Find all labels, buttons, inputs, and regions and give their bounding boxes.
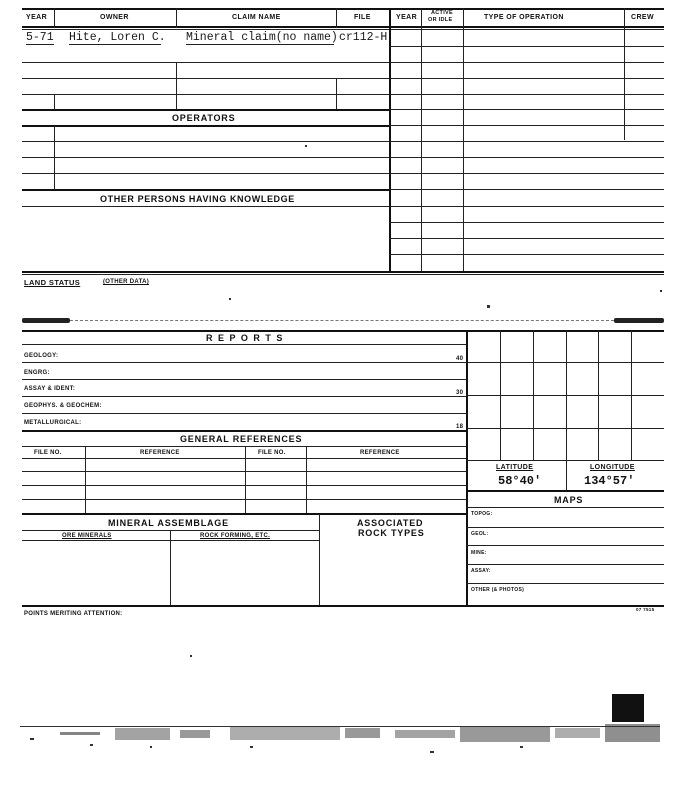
ref-header-reference-1: REFERENCE bbox=[140, 450, 180, 456]
mineral-assemblage-title: MINERAL ASSEMBLAGE bbox=[108, 518, 229, 528]
reports-title: R E P O R T S bbox=[206, 333, 284, 343]
associated-label-1: ASSOCIATED bbox=[357, 518, 424, 528]
ore-minerals-label: ORE MINERALS bbox=[62, 533, 112, 539]
associated-label-2: ROCK TYPES bbox=[358, 528, 425, 538]
header-claim-name: CLAIM NAME bbox=[232, 14, 281, 21]
speck bbox=[487, 305, 490, 308]
maps-mine: MINE: bbox=[471, 550, 487, 556]
report-geology-code: 40 bbox=[456, 356, 464, 362]
header-type-of-operation: TYPE OF OPERATION bbox=[484, 14, 564, 21]
rock-forming-label: ROCK FORMING, ETC. bbox=[200, 533, 271, 539]
entry-claim-name: Mineral claim(no name) bbox=[186, 31, 338, 44]
report-metallurgical-code: 18 bbox=[456, 424, 464, 430]
ref-header-reference-2: REFERENCE bbox=[360, 450, 400, 456]
entry-owner: Hite, Loren C. bbox=[69, 31, 166, 44]
header-year-2: YEAR bbox=[396, 14, 418, 21]
maps-assay: ASSAY: bbox=[471, 568, 491, 574]
report-geology-label: GEOLOGY: bbox=[24, 353, 59, 359]
header-crew: CREW bbox=[631, 14, 654, 21]
entry-year: 5-71 bbox=[26, 31, 54, 44]
header-active: ACTIVE bbox=[431, 10, 453, 16]
longitude-value: 134°57' bbox=[584, 474, 635, 488]
maps-topog: TOPOG: bbox=[471, 511, 493, 517]
header-or-idle: OR IDLE bbox=[428, 17, 453, 23]
latitude-label: LATITUDE bbox=[496, 464, 534, 471]
latitude-value: 58°40' bbox=[498, 474, 542, 488]
maps-title: MAPS bbox=[554, 495, 584, 505]
speck bbox=[660, 290, 662, 292]
maps-other: OTHER (& PHOTOS) bbox=[471, 587, 525, 593]
report-assay-code: 30 bbox=[456, 390, 464, 396]
scan-noise-band bbox=[0, 716, 678, 776]
report-engrg-label: ENGRG: bbox=[24, 370, 50, 376]
speck bbox=[190, 655, 192, 657]
speck bbox=[229, 298, 231, 300]
form-code: 07 7515 bbox=[636, 607, 655, 612]
header-owner: OWNER bbox=[100, 14, 129, 21]
speck bbox=[305, 145, 307, 147]
maps-geol: GEOL: bbox=[471, 531, 489, 537]
report-geophys-label: GEOPHYS. & GEOCHEM: bbox=[24, 403, 102, 409]
operators-label: OPERATORS bbox=[172, 113, 236, 123]
header-file: FILE bbox=[354, 14, 371, 21]
longitude-label: LONGITUDE bbox=[590, 464, 635, 471]
report-metallurgical-label: METALLURGICAL: bbox=[24, 420, 82, 426]
ref-header-file-no-2: FILE NO. bbox=[258, 450, 286, 456]
ref-header-file-no-1: FILE NO. bbox=[34, 450, 62, 456]
smudge-mark-left bbox=[22, 318, 70, 323]
land-status-sub: (OTHER DATA) bbox=[103, 279, 150, 285]
header-year: YEAR bbox=[26, 14, 48, 21]
points-label: POINTS MERITING ATTENTION: bbox=[24, 611, 123, 617]
report-assay-label: ASSAY & IDENT: bbox=[24, 386, 76, 392]
general-references-title: GENERAL REFERENCES bbox=[180, 434, 303, 444]
other-persons-label: OTHER PERSONS HAVING KNOWLEDGE bbox=[100, 194, 295, 204]
smudge-mark-right bbox=[614, 318, 664, 323]
land-status-label: LAND STATUS bbox=[24, 278, 81, 287]
entry-file: cr112-H bbox=[339, 31, 388, 44]
